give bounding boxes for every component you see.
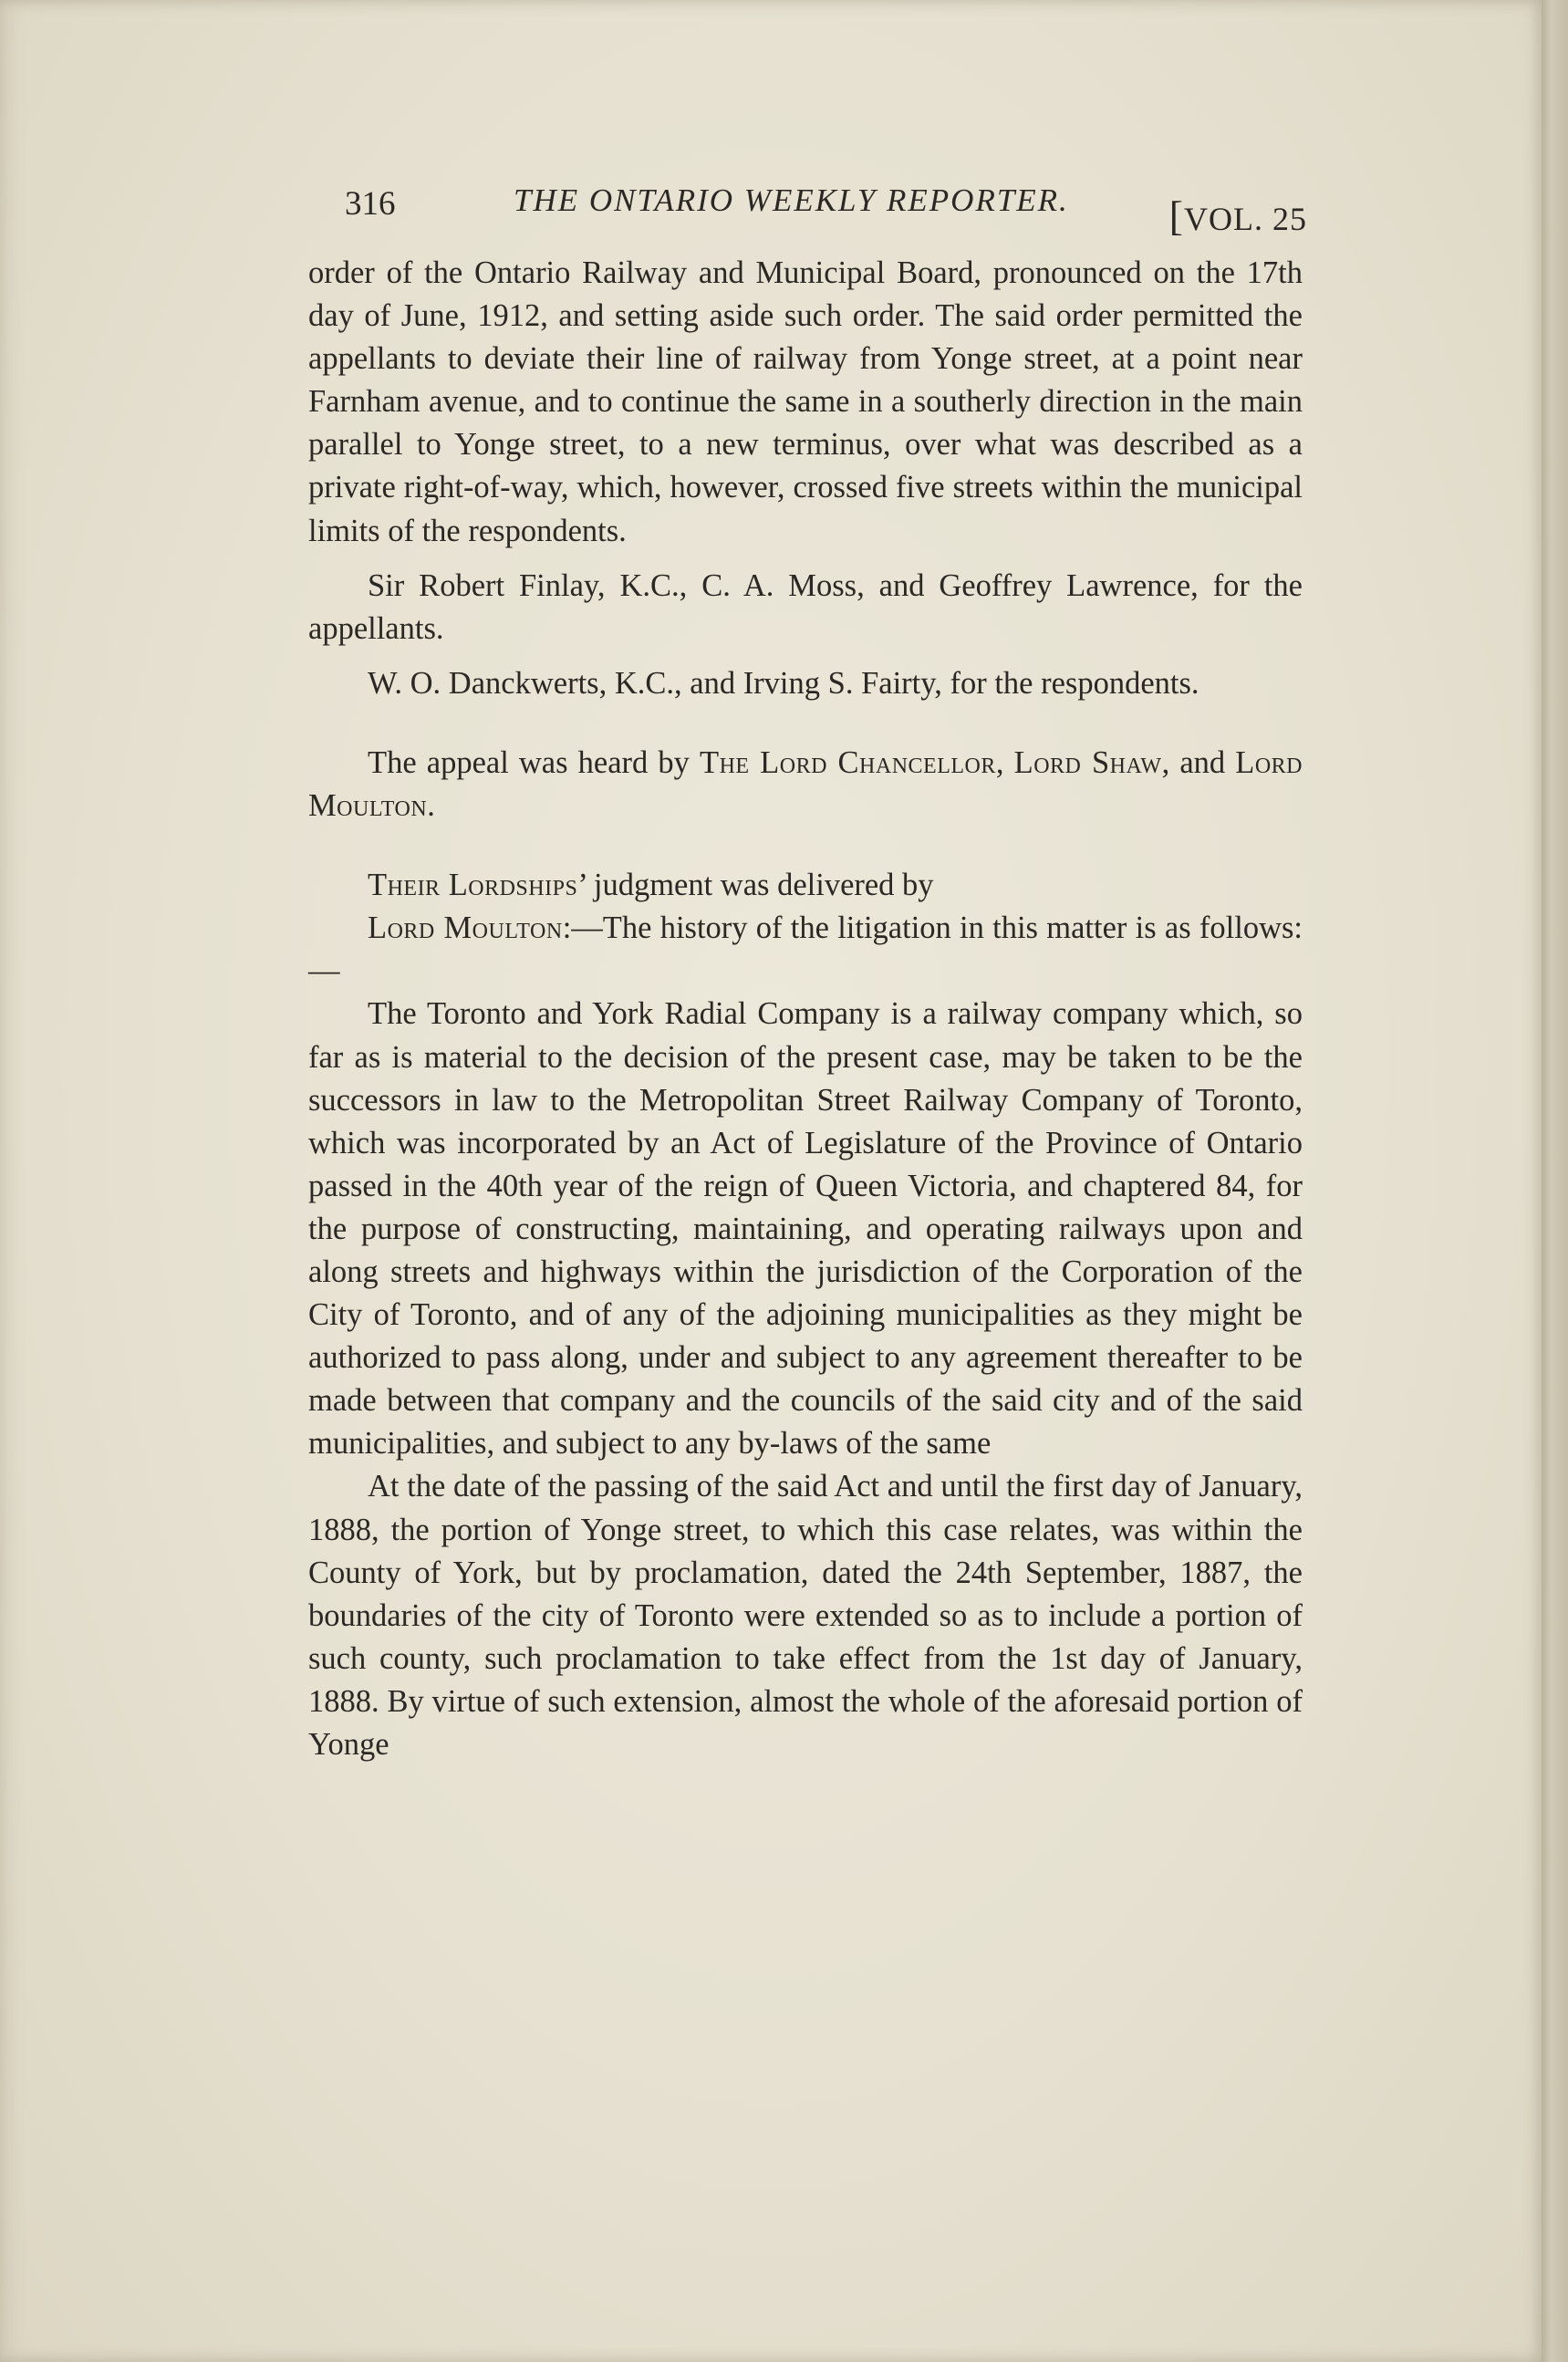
judge-lord-shaw: Lord Shaw <box>1013 744 1162 780</box>
volume-text: VOL. 25 <box>1184 201 1307 237</box>
their-lordships: Their Lordships <box>368 868 578 903</box>
judgment-heading <box>308 864 1303 907</box>
judgment-heading-rest: ’ judgment was delivered by <box>577 868 934 903</box>
page-edge <box>1542 0 1568 2362</box>
judge-lord-moulton: Lord Moulton <box>308 744 1303 824</box>
paragraph-appeal-heard <box>308 742 1303 827</box>
heard-separator-1: , <box>995 744 1014 780</box>
paragraph-counsel-appellants: Sir Robert Finlay, K.C., C. A. Moss, and Geoffrey Lawrence, for the appellants. <box>308 567 1303 646</box>
running-title: THE ONTARIO WEEKLY REPORTER. <box>514 182 1069 218</box>
paragraph-moulton-opening <box>308 907 1303 993</box>
heard-prefix: The appeal was heard by <box>368 744 700 780</box>
heard-end: . <box>427 788 435 824</box>
heard-separator-2: , and <box>1161 744 1236 780</box>
body-text <box>308 252 1303 1766</box>
volume-label <box>1169 192 1307 240</box>
paragraph-company: The Toronto and York Radial Company is a railway company which, so far as is material to the decision of the present case, may be taken to be the successors in law to the Metropolitan Street Railway Company of Toronto, which was incorporated by an Act of Legislature of the Province of Ontario passed in the 40th year of the reign of Queen Victoria, and chaptered 84, for the purpose of constructing, maintaining, and operating railways upon and along streets and highways within the jurisdiction of the Corporation of the City of Toronto, and of any of the adjoining municipalities as they might be authorized to pass along, under and subject to any agreement thereafter to be made between that company and the councils of the said city and of the said municipalities, and subject to any by-laws of the same <box>308 996 1303 1462</box>
page-number: 316 <box>345 185 396 223</box>
moulton-opening-text: :—The history of the litigation in this matter is as follows:— <box>308 910 1303 989</box>
paragraph-order: order of the Ontario Railway and Municipal Board, pronounced on the 17th day of June, 1912, and setting aside such order. The said order permitted the appellants to deviate their line of railway from Yonge street, at a point near Farnham avenue, and to continue the same in a southerly direction in the main parallel to Yonge street, to a new terminus, over what was described as a private right-of-way, which, however, crossed five streets within the municipal limits of the respondents. <box>308 255 1303 548</box>
paragraph-counsel-respondents: W. O. Danckwerts, K.C., and Irving S. Fairty, for the respondents. <box>368 665 1199 701</box>
page-header <box>345 179 1307 237</box>
lord-moulton-name: Lord Moulton <box>368 910 563 946</box>
volume-bracket: [ <box>1168 192 1184 239</box>
judge-lord-chancellor: The Lord Chancellor <box>700 744 996 780</box>
paragraph-date: At the date of the passing of the said Act and until the first day of January, 1888, the portion of Yonge street, to which this case relates, was within the County of York, but by proclamation, dated the 24th September, 1887, the boundaries of the city of Toronto were extended so as to include a portion of such county, such proclamation to take effect from the 1st day of January, 1888. By virtue of such extension, almost the whole of the aforesaid portion of Yonge <box>308 1469 1303 1762</box>
